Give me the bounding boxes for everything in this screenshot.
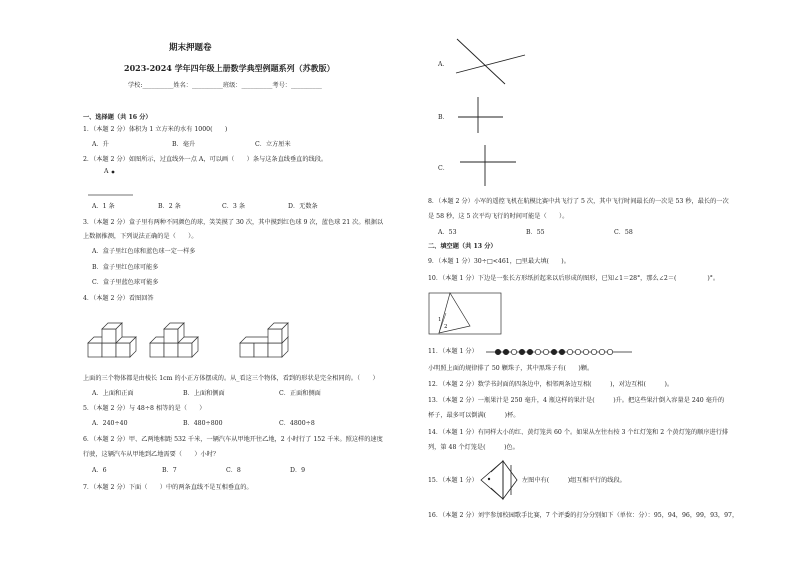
q1-option-a: A．升 xyxy=(92,141,109,148)
q7-option-b: B． xyxy=(438,114,449,121)
q2-option-c: C．3 条 xyxy=(222,203,246,210)
q2-option-d: D．无数条 xyxy=(288,203,318,210)
question-5: 5．（本题 2 分）与 48÷8 相等的是（ ） xyxy=(83,405,206,412)
q5-option-c: C．4800÷8 xyxy=(279,420,315,427)
q2-option-b: B．2 条 xyxy=(158,203,181,210)
question-10: 10．（本题 1 分）下边是一张长方形纸折起来以后形成的图形，已知∠1＝28°，那么∠2＝( )°。 xyxy=(428,275,720,282)
page-subtitle: 2023-2024 学年四年级上册数学典型例题系列（苏教版） xyxy=(124,63,335,73)
angle-1-label: 1 xyxy=(438,317,442,323)
q8-option-a: A．53 xyxy=(438,229,457,236)
student-info-line: 学校:__________姓名：__________班级：__________考号：__________ xyxy=(128,82,322,89)
q2-point-label: A xyxy=(104,168,109,175)
q5-option-b: B．480÷800 xyxy=(183,420,223,427)
question-13-line-1: 13．（本题 2 分）一瓶果汁是 250 毫升，4 瓶这样的果汁是( )升。把这些果汁倒入容量是 240 毫升的 xyxy=(428,397,725,404)
section-fill-heading: 二、填空题（共 13 分） xyxy=(428,243,497,250)
question-12: 12．（本题 2 分）数学书封面的四条边中，相邻两条边互相( )，对边互相( )。 xyxy=(428,381,674,388)
q4-option-a: A．上面和正面 xyxy=(92,390,134,397)
q6-option-c: C．8 xyxy=(226,467,241,474)
question-4-text: 上面的三个物体都是由棱长 1cm 的小正方体摆成的。从_看这三个物体，看到的形状是完全相同的。（ ） xyxy=(83,375,379,382)
q4-option-c: C．正面和侧面 xyxy=(279,390,321,397)
question-14-line-2: 列，第 48 个灯笼是( )色。 xyxy=(428,444,519,451)
q7-option-c: C． xyxy=(438,165,449,172)
angle-2-label: 2 xyxy=(444,324,448,330)
q6-option-b: B．7 xyxy=(162,467,177,474)
q5-option-a: A．240÷40 xyxy=(92,420,128,427)
q8-option-c: C．58 xyxy=(614,229,633,236)
q2-option-a: A．1 条 xyxy=(92,203,115,210)
question-4: 4．（本题 2 分）看图回答 xyxy=(83,295,154,302)
q7-option-a: A． xyxy=(438,61,449,68)
q4-option-b: B．上面和侧面 xyxy=(183,390,225,397)
question-1: 1．（本题 2 分）体积为 1 立方米的水有 1000( ) xyxy=(83,126,228,133)
question-15: 15．（本题 1 分） xyxy=(428,477,478,484)
q6-option-a: A．6 xyxy=(92,467,107,474)
section-choice-heading: 一、选择题（共 16 分） xyxy=(83,114,152,121)
question-7: 7．（本题 2 分）下面（ ）中的两条直线不是互相垂直的。 xyxy=(83,484,253,491)
question-13-line-2: 杯子，最多可以倒满( )杯。 xyxy=(428,412,520,419)
q1-option-b: B．毫升 xyxy=(172,141,196,148)
q3-option-b: B．盒子里红色球可能多 xyxy=(92,264,159,271)
question-11-text: 小明照上面的规律排了 50 颗珠子，其中黑珠子有( )颗。 xyxy=(428,365,594,372)
q3-option-a: A．盒子里红色球和蓝色球一定一样多 xyxy=(92,248,196,255)
q1-option-c: C．立方厘米 xyxy=(255,141,291,148)
question-14-line-1: 14．（本题 1 分）有同样大小的红、黄灯笼共 60 个。如果从左往右按 3 个红灯笼和 2 个黄灯笼的顺序进行排 xyxy=(428,429,729,436)
question-15-text: 左图中有( )组互相平行的线段。 xyxy=(522,477,626,484)
q8-option-b: B．55 xyxy=(526,229,545,236)
q3-option-c: C．盒子里蓝色球可能多 xyxy=(92,279,159,286)
question-9: 9．（本题 1 分）30÷□<461，□里最大填( )。 xyxy=(428,258,570,265)
page-title: 期末押题卷 xyxy=(169,43,212,53)
question-6-line-1: 6．（本题 2 分）甲、乙两地相距 532 千米，一辆汽车从甲地开往乙地，2 小时行了 152 千米。照这样的速度 xyxy=(83,436,383,443)
question-8-line-1: 8．（本题 2 分）小军的遥控飞机在航模比赛中共飞行了 5 次，其中飞行时间最长的一次是 53 秒，最长的一次 xyxy=(428,198,729,205)
question-8-line-2: 是 58 秒，这 5 次平均飞行的时间可能是（ ）。 xyxy=(428,213,569,220)
question-6-line-2: 行驶，这辆汽车从甲地到乙地需要（ ）小时？ xyxy=(83,451,220,458)
q6-option-d: D．9 xyxy=(290,467,306,474)
question-11: 11．（本题 1 分） xyxy=(428,348,478,355)
question-16: 16．（本题 2 分）刘宇参加校园歌手比赛，7 个评委的打分分别如下（单位：分）：95，94，96，99，93，97， xyxy=(428,512,739,519)
question-3-line-2: 上数据推测，下列说法正确的是（ ）。 xyxy=(83,233,198,240)
question-2: 2．（本题 2 分）如图所示，过直线外一点 A，可以画（ ）条与这条直线垂直的线段。 xyxy=(83,156,328,163)
question-3-line-1: 3．（本题 2 分）盒子里有两种不同颜色的球，笑笑摸了 30 次，其中摸到红色球 9 次，蓝色球 21 次。根据以 xyxy=(83,219,384,226)
